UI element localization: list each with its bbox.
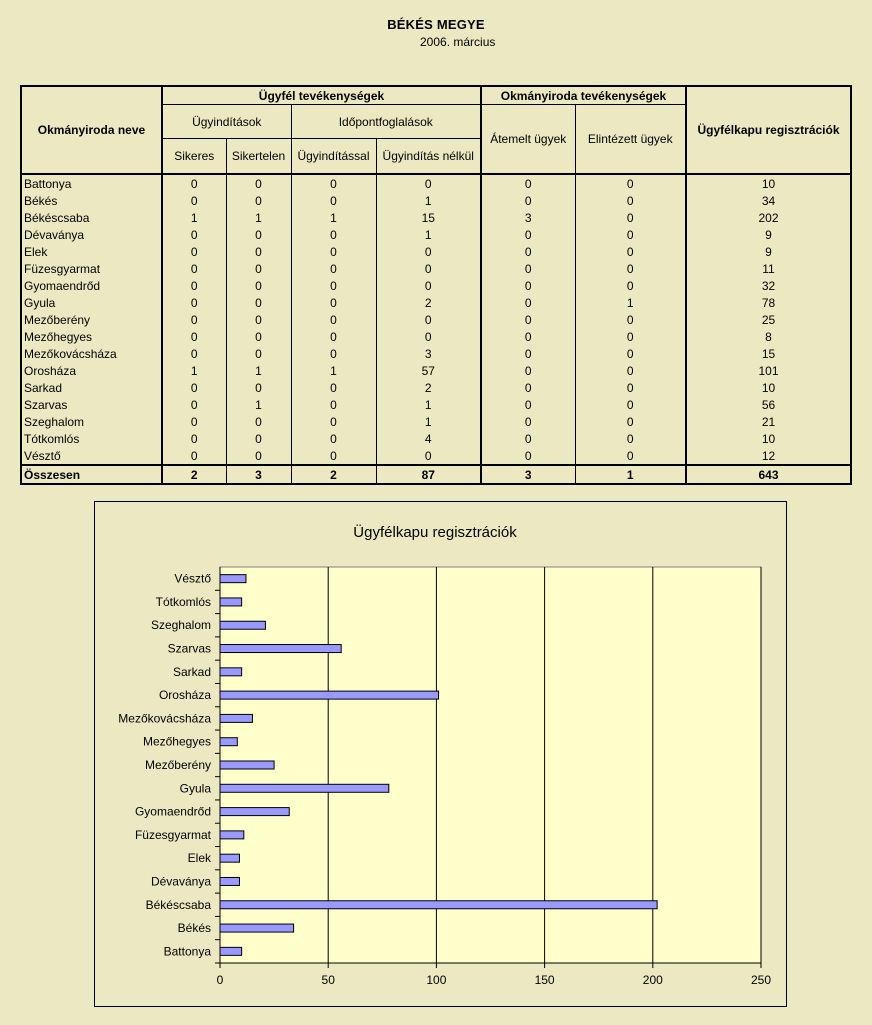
category-label: Dévaványa xyxy=(150,874,211,889)
bar xyxy=(220,854,239,862)
value-cell: 0 xyxy=(162,430,226,447)
value-cell: 21 xyxy=(686,413,851,430)
header-without-initiation: Ügyindítás nélkül xyxy=(376,139,481,175)
table-row xyxy=(21,243,851,260)
category-label: Békéscsaba xyxy=(145,897,211,912)
total-cell: 87 xyxy=(376,465,481,484)
bar xyxy=(220,575,246,583)
value-cell: 0 xyxy=(226,345,291,362)
value-cell: 0 xyxy=(481,243,575,260)
value-cell: 0 xyxy=(575,260,686,277)
header-with-initiation: Ügyindítással xyxy=(291,139,376,175)
value-cell: 0 xyxy=(575,396,686,413)
office-name-cell: Mezőberény xyxy=(21,311,162,328)
chart-container xyxy=(94,501,787,1007)
office-name-cell: Békés xyxy=(21,192,162,209)
value-cell: 0 xyxy=(162,277,226,294)
x-tick-label: 50 xyxy=(321,973,335,987)
value-cell: 0 xyxy=(226,277,291,294)
value-cell: 0 xyxy=(575,243,686,260)
value-cell: 0 xyxy=(291,174,376,192)
value-cell: 0 xyxy=(226,311,291,328)
value-cell: 0 xyxy=(376,328,481,345)
value-cell: 0 xyxy=(291,192,376,209)
bar xyxy=(220,761,274,769)
value-cell: 1 xyxy=(226,209,291,226)
value-cell: 0 xyxy=(481,226,575,243)
office-name-cell: Dévaványa xyxy=(21,226,162,243)
value-cell: 0 xyxy=(575,277,686,294)
registrations-bar-chart xyxy=(95,502,786,1006)
category-label: Mezőkovácsháza xyxy=(118,711,211,726)
office-name-cell: Battonya xyxy=(21,174,162,192)
value-cell: 0 xyxy=(481,379,575,396)
value-cell: 1 xyxy=(162,209,226,226)
value-cell: 0 xyxy=(291,345,376,362)
total-cell: 2 xyxy=(162,465,226,484)
header-office-name: Okmányiroda neve xyxy=(21,86,162,174)
value-cell: 0 xyxy=(291,294,376,311)
value-cell: 0 xyxy=(481,174,575,192)
office-name-cell: Vésztő xyxy=(21,447,162,465)
office-name-cell: Gyula xyxy=(21,294,162,311)
value-cell: 0 xyxy=(162,243,226,260)
total-label: Összesen xyxy=(21,465,162,484)
value-cell: 0 xyxy=(162,174,226,192)
x-tick-label: 200 xyxy=(642,973,663,987)
value-cell: 0 xyxy=(291,277,376,294)
value-cell: 0 xyxy=(162,447,226,465)
value-cell: 9 xyxy=(686,243,851,260)
value-cell: 1 xyxy=(226,396,291,413)
value-cell: 0 xyxy=(162,294,226,311)
value-cell: 0 xyxy=(162,379,226,396)
x-tick-label: 150 xyxy=(534,973,555,987)
value-cell: 0 xyxy=(291,328,376,345)
value-cell: 0 xyxy=(376,174,481,192)
bar xyxy=(220,738,237,746)
value-cell: 0 xyxy=(226,226,291,243)
table-row xyxy=(21,345,851,362)
value-cell: 10 xyxy=(686,174,851,192)
value-cell: 0 xyxy=(162,226,226,243)
bar xyxy=(220,668,242,676)
value-cell: 34 xyxy=(686,192,851,209)
table-row xyxy=(21,260,851,277)
value-cell: 0 xyxy=(226,260,291,277)
value-cell: 0 xyxy=(481,311,575,328)
category-label: Vésztő xyxy=(174,571,211,586)
value-cell: 0 xyxy=(162,311,226,328)
value-cell: 0 xyxy=(376,311,481,328)
page-title: BÉKÉS MEGYE xyxy=(387,17,485,32)
x-tick-label: 100 xyxy=(426,973,447,987)
category-label: Tótkomlós xyxy=(155,594,211,609)
header-client-activities: Ügyfél tevékenységek xyxy=(162,86,481,105)
bar xyxy=(220,877,239,885)
table-row xyxy=(21,379,851,396)
value-cell: 15 xyxy=(686,345,851,362)
value-cell: 0 xyxy=(575,379,686,396)
header-office-activities: Okmányiroda tevékenységek xyxy=(481,86,686,105)
value-cell: 0 xyxy=(376,260,481,277)
value-cell: 0 xyxy=(376,277,481,294)
category-label: Gyomaendrőd xyxy=(134,804,211,819)
office-name-cell: Tótkomlós xyxy=(21,430,162,447)
value-cell: 0 xyxy=(575,362,686,379)
chart-title: Ügyfélkapu regisztrációk xyxy=(353,524,517,541)
value-cell: 1 xyxy=(291,362,376,379)
value-cell: 0 xyxy=(291,379,376,396)
office-name-cell: Szeghalom xyxy=(21,413,162,430)
value-cell: 0 xyxy=(291,260,376,277)
value-cell: 0 xyxy=(226,413,291,430)
bar xyxy=(220,831,244,839)
category-label: Gyula xyxy=(179,781,211,796)
value-cell: 0 xyxy=(481,430,575,447)
office-name-cell: Sarkad xyxy=(21,379,162,396)
bar xyxy=(220,901,657,909)
value-cell: 2 xyxy=(376,294,481,311)
value-cell: 1 xyxy=(162,362,226,379)
value-cell: 0 xyxy=(481,192,575,209)
table-row xyxy=(21,192,851,209)
value-cell: 12 xyxy=(686,447,851,465)
office-name-cell: Békéscsaba xyxy=(21,209,162,226)
value-cell: 0 xyxy=(575,226,686,243)
value-cell: 0 xyxy=(481,447,575,465)
table-row xyxy=(21,396,851,413)
x-tick-label: 250 xyxy=(750,973,772,987)
table-row xyxy=(21,447,851,465)
value-cell: 0 xyxy=(291,413,376,430)
value-cell: 25 xyxy=(686,311,851,328)
bar xyxy=(220,947,242,955)
category-label: Sarkad xyxy=(172,664,211,679)
value-cell: 0 xyxy=(575,328,686,345)
value-cell: 0 xyxy=(291,396,376,413)
statistics-table xyxy=(20,85,852,485)
value-cell: 0 xyxy=(575,447,686,465)
value-cell: 57 xyxy=(376,362,481,379)
value-cell: 0 xyxy=(226,243,291,260)
office-name-cell: Gyomaendrőd xyxy=(21,277,162,294)
header-unsuccessful: Sikertelen xyxy=(226,139,291,175)
value-cell: 9 xyxy=(686,226,851,243)
header-transferred: Átemelt ügyek xyxy=(481,105,575,175)
value-cell: 15 xyxy=(376,209,481,226)
bar xyxy=(220,784,389,792)
header-successful: Sikeres xyxy=(162,139,226,175)
value-cell: 0 xyxy=(481,396,575,413)
bar xyxy=(220,808,289,816)
value-cell: 32 xyxy=(686,277,851,294)
value-cell: 0 xyxy=(575,311,686,328)
category-label: Békés xyxy=(177,921,211,936)
bar xyxy=(220,645,341,653)
value-cell: 0 xyxy=(481,362,575,379)
value-cell: 1 xyxy=(376,413,481,430)
value-cell: 0 xyxy=(575,430,686,447)
table-row xyxy=(21,311,851,328)
value-cell: 0 xyxy=(481,260,575,277)
value-cell: 78 xyxy=(686,294,851,311)
header-appointments: Időpontfoglalások xyxy=(291,105,481,139)
category-label: Mezőhegyes xyxy=(142,734,211,749)
value-cell: 0 xyxy=(291,226,376,243)
value-cell: 0 xyxy=(226,430,291,447)
category-label: Szarvas xyxy=(167,641,211,656)
value-cell: 0 xyxy=(481,413,575,430)
value-cell: 0 xyxy=(481,345,575,362)
x-tick-label: 0 xyxy=(216,973,224,987)
value-cell: 2 xyxy=(376,379,481,396)
value-cell: 1 xyxy=(376,226,481,243)
value-cell: 3 xyxy=(481,209,575,226)
table-row xyxy=(21,209,851,226)
table-row xyxy=(21,430,851,447)
value-cell: 0 xyxy=(226,192,291,209)
category-label: Szeghalom xyxy=(150,618,211,633)
category-label: Battonya xyxy=(163,944,211,959)
header-handled: Elintézett ügyek xyxy=(575,105,686,175)
category-label: Orosháza xyxy=(158,688,211,703)
value-cell: 0 xyxy=(162,192,226,209)
header-registrations: Ügyfélkapu regisztrációk xyxy=(686,86,851,174)
office-name-cell: Mezőhegyes xyxy=(21,328,162,345)
value-cell: 0 xyxy=(226,174,291,192)
table-row xyxy=(21,226,851,243)
office-name-cell: Elek xyxy=(21,243,162,260)
value-cell: 56 xyxy=(686,396,851,413)
value-cell: 0 xyxy=(226,328,291,345)
value-cell: 0 xyxy=(162,345,226,362)
table-row xyxy=(21,413,851,430)
value-cell: 202 xyxy=(686,209,851,226)
value-cell: 0 xyxy=(162,396,226,413)
value-cell: 0 xyxy=(481,328,575,345)
value-cell: 0 xyxy=(481,277,575,294)
value-cell: 0 xyxy=(575,174,686,192)
value-cell: 0 xyxy=(226,447,291,465)
category-label: Mezőberény xyxy=(144,758,211,772)
total-cell: 643 xyxy=(686,465,851,484)
total-cell: 2 xyxy=(291,465,376,484)
value-cell: 1 xyxy=(575,294,686,311)
total-cell: 3 xyxy=(226,465,291,484)
category-label: Füzesgyarmat xyxy=(134,827,211,842)
header-initiations: Ügyindítások xyxy=(162,105,291,139)
value-cell: 1 xyxy=(226,362,291,379)
office-name-cell: Mezőkovácsháza xyxy=(21,345,162,362)
value-cell: 10 xyxy=(686,379,851,396)
table-row xyxy=(21,328,851,345)
total-cell: 1 xyxy=(575,465,686,484)
total-cell: 3 xyxy=(481,465,575,484)
value-cell: 0 xyxy=(376,243,481,260)
value-cell: 0 xyxy=(291,430,376,447)
value-cell: 0 xyxy=(162,328,226,345)
bar xyxy=(220,714,252,722)
table-row xyxy=(21,174,851,192)
value-cell: 0 xyxy=(575,209,686,226)
value-cell: 1 xyxy=(291,209,376,226)
category-label: Elek xyxy=(187,851,211,866)
value-cell: 0 xyxy=(291,243,376,260)
value-cell: 1 xyxy=(376,396,481,413)
office-name-cell: Orosháza xyxy=(21,362,162,379)
value-cell: 4 xyxy=(376,430,481,447)
total-row xyxy=(21,465,851,484)
value-cell: 1 xyxy=(376,192,481,209)
bar xyxy=(220,621,265,629)
value-cell: 0 xyxy=(575,192,686,209)
bar xyxy=(220,924,294,932)
bar xyxy=(220,691,439,699)
bar xyxy=(220,598,242,606)
office-name-cell: Füzesgyarmat xyxy=(21,260,162,277)
value-cell: 11 xyxy=(686,260,851,277)
value-cell: 3 xyxy=(376,345,481,362)
value-cell: 0 xyxy=(481,294,575,311)
table-row xyxy=(21,277,851,294)
value-cell: 0 xyxy=(291,447,376,465)
table-row xyxy=(21,294,851,311)
value-cell: 0 xyxy=(162,260,226,277)
value-cell: 0 xyxy=(575,345,686,362)
value-cell: 8 xyxy=(686,328,851,345)
value-cell: 0 xyxy=(226,294,291,311)
value-cell: 10 xyxy=(686,430,851,447)
table-row xyxy=(21,362,851,379)
value-cell: 0 xyxy=(376,447,481,465)
value-cell: 101 xyxy=(686,362,851,379)
page-subtitle: 2006. március xyxy=(420,35,496,49)
value-cell: 0 xyxy=(162,413,226,430)
value-cell: 0 xyxy=(291,311,376,328)
value-cell: 0 xyxy=(226,379,291,396)
office-name-cell: Szarvas xyxy=(21,396,162,413)
value-cell: 0 xyxy=(575,413,686,430)
